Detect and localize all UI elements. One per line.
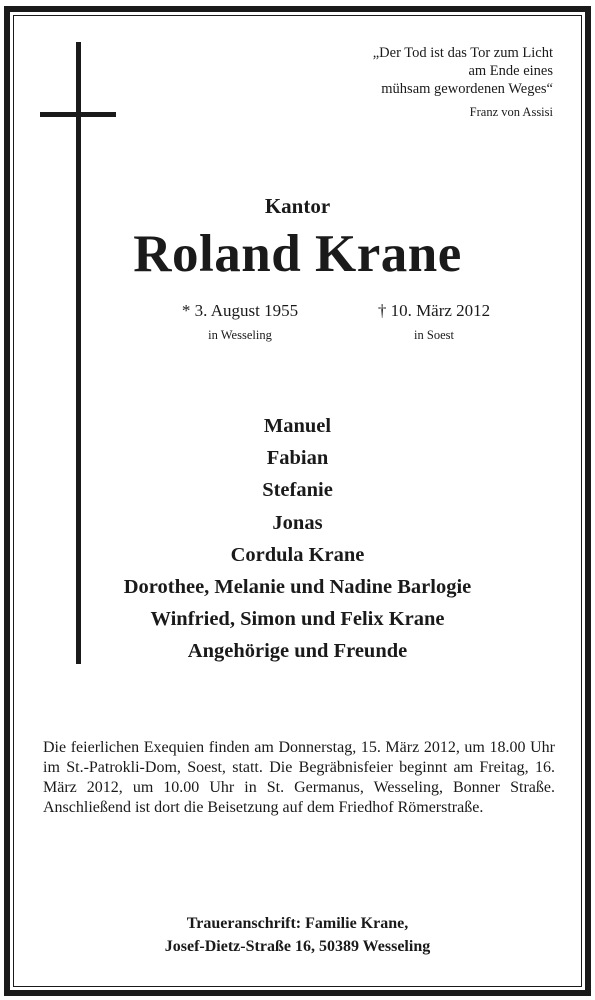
mourner-line: Fabian	[266, 447, 329, 470]
quote-block	[373, 44, 553, 121]
quote-line: am Ende eines	[468, 63, 553, 79]
cross-icon-horizontal	[40, 112, 116, 117]
mourner-line: Dorothee, Melanie und Nadine Barlogie	[123, 576, 472, 599]
birth-place: in Wesseling	[208, 328, 272, 342]
deceased-name: Roland Krane	[133, 225, 462, 283]
death-place: in Soest	[414, 328, 454, 342]
mourner-line: Angehörige und Freunde	[187, 640, 408, 663]
deceased-title: Kantor	[264, 194, 331, 218]
mourner-line: Stefanie	[262, 479, 333, 502]
address-line-2: Josef-Dietz-Straße 16, 50389 Wesseling	[164, 938, 431, 955]
quote-line: „Der Tod ist das Tor zum Licht	[372, 45, 553, 61]
quote-line: mühsam gewordenen Weges“	[381, 81, 553, 97]
quote-author: Franz von Assisi	[469, 105, 553, 119]
death-block	[334, 300, 534, 343]
mourners-list	[0, 410, 595, 668]
mourning-address	[0, 912, 595, 958]
address-line-1: Traueranschrift: Familie Krane,	[186, 915, 409, 932]
mourner-line: Manuel	[263, 415, 332, 437]
birth-block	[140, 300, 340, 343]
mourner-line: Winfried, Simon und Felix Krane	[150, 608, 445, 631]
birth-date: * 3. August 1955	[181, 301, 299, 320]
funeral-notice: Die feierlichen Exequien finden am Donnerstag, 15. März 2012, um 18.00 Uhr im St.-Patrokli-Dom, Soest, statt. Die Begräbnisfeier beginnt am Freitag, 16. März 2012, um 10.00 Uhr in St. Germanus, Wesseling, Bonner Straße. Anschließend ist dort die Beisetzung auf dem Friedhof Römerstraße.	[43, 739, 555, 816]
mourner-line: Jonas	[272, 511, 323, 534]
death-date: † 10. März 2012	[377, 301, 491, 320]
mourner-line: Cordula Krane	[230, 543, 365, 566]
